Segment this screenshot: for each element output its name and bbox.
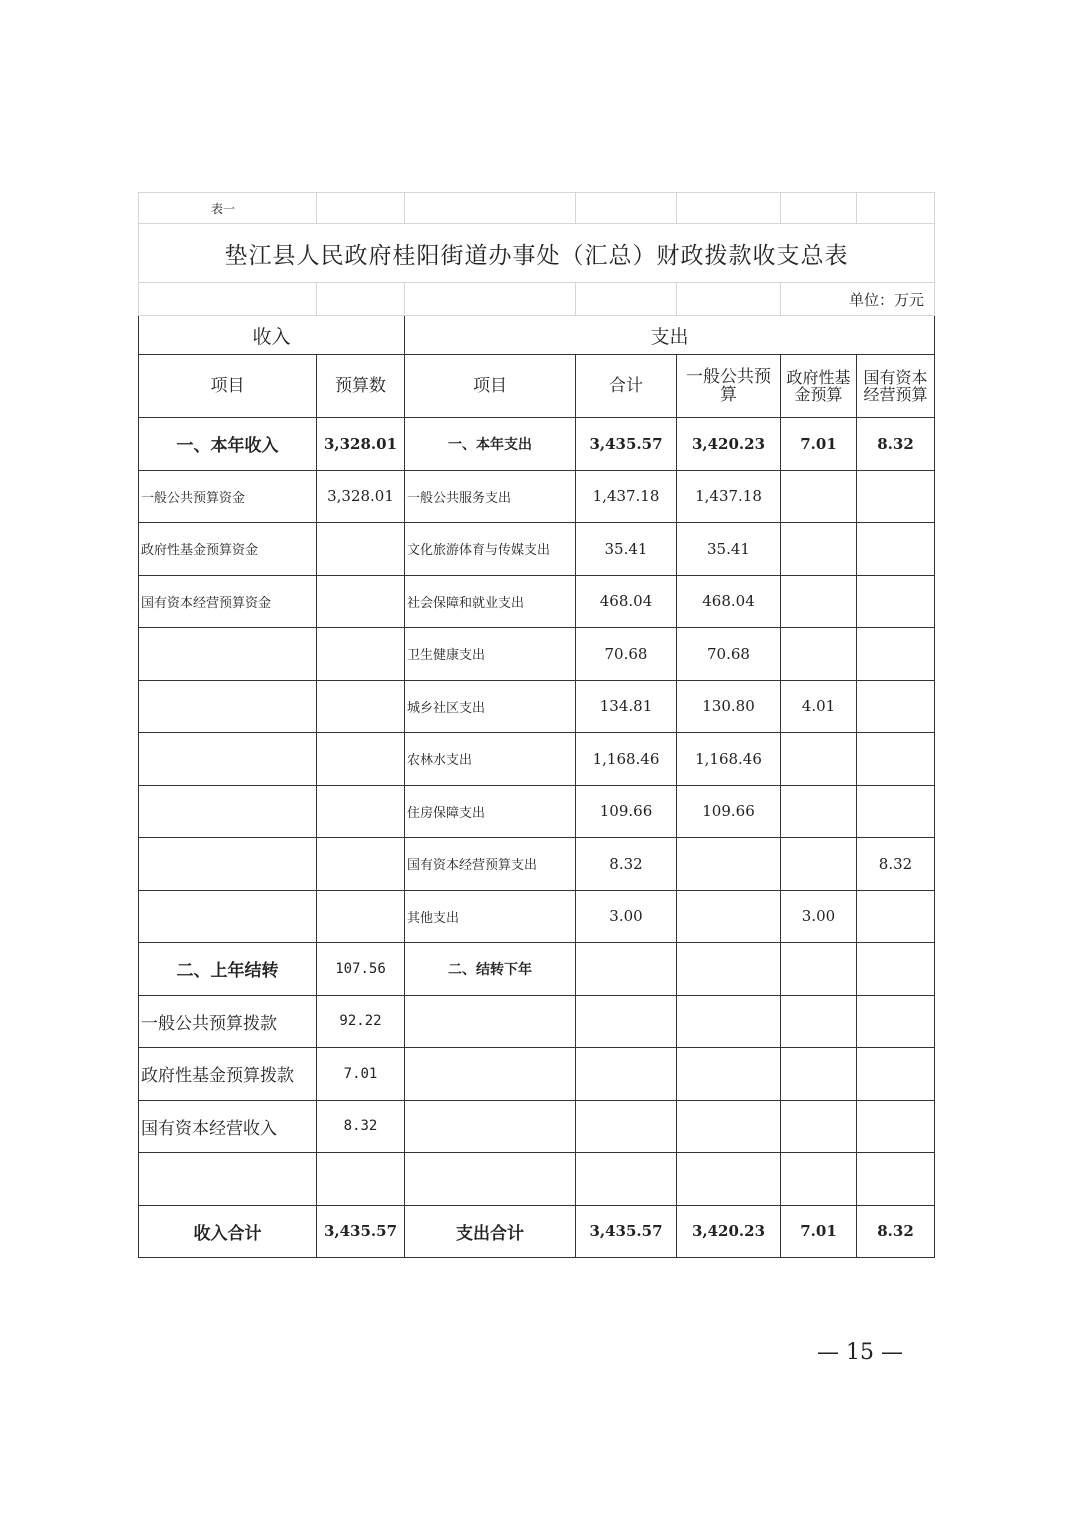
cell-general xyxy=(677,1153,781,1206)
cell-income-item: 一般公共预算资金 xyxy=(139,470,317,523)
income-total: 3,435.57 xyxy=(317,1205,405,1257)
cell-expense-item: 城乡社区支出 xyxy=(405,680,576,733)
cell-income-item: 一般公共预算拨款 xyxy=(139,995,317,1048)
cell-capital xyxy=(857,890,935,943)
col-expense-item: 项目 xyxy=(405,355,576,418)
col-general-budget: 一般公共预算 xyxy=(677,355,781,418)
totals-row xyxy=(139,1205,935,1257)
cell-capital xyxy=(857,1100,935,1153)
cell-expense-item: 二、结转下年 xyxy=(405,943,576,996)
capital-total: 8.32 xyxy=(857,1205,935,1257)
cell-total: 468.04 xyxy=(576,575,677,628)
cell-general: 3,420.23 xyxy=(677,418,781,471)
cell-income-budget: 107.56 xyxy=(317,943,405,996)
cell-fund xyxy=(781,733,857,786)
cell-capital xyxy=(857,943,935,996)
unit-label: 单位：万元 xyxy=(781,283,935,316)
cell-income-budget: 3,328.01 xyxy=(317,470,405,523)
cell-expense-item: 社会保障和就业支出 xyxy=(405,575,576,628)
cell-total: 1,437.18 xyxy=(576,470,677,523)
cell-fund xyxy=(781,1048,857,1101)
cell-capital: 8.32 xyxy=(857,418,935,471)
cell-total xyxy=(576,943,677,996)
table-title: 垫江县人民政府桂阳街道办事处（汇总）财政拨款收支总表 xyxy=(139,224,935,283)
cell-total: 134.81 xyxy=(576,680,677,733)
cell-general: 1,437.18 xyxy=(677,470,781,523)
cell-general xyxy=(677,838,781,891)
cell-income-item: 国有资本经营收入 xyxy=(139,1100,317,1153)
cell-income-item xyxy=(139,733,317,786)
table-tag: 表一 xyxy=(139,193,317,224)
cell-general: 130.80 xyxy=(677,680,781,733)
cell-income-budget xyxy=(317,523,405,576)
table-row xyxy=(139,1100,935,1153)
table-row xyxy=(139,523,935,576)
cell-capital xyxy=(857,523,935,576)
cell-fund: 4.01 xyxy=(781,680,857,733)
cell-expense-item: 国有资本经营预算支出 xyxy=(405,838,576,891)
table-row xyxy=(139,628,935,681)
cell-expense-item xyxy=(405,1153,576,1206)
cell-income-budget xyxy=(317,575,405,628)
cell-income-item xyxy=(139,680,317,733)
cell-general: 35.41 xyxy=(677,523,781,576)
table-row xyxy=(139,943,935,996)
cell-fund xyxy=(781,470,857,523)
cell-total: 70.68 xyxy=(576,628,677,681)
cell-income-item xyxy=(139,1153,317,1206)
table-title-row xyxy=(139,224,935,283)
col-income-budget: 预算数 xyxy=(317,355,405,418)
cell-general xyxy=(677,943,781,996)
cell-capital xyxy=(857,628,935,681)
fund-total: 7.01 xyxy=(781,1205,857,1257)
cell-income-budget xyxy=(317,838,405,891)
cell-fund: 7.01 xyxy=(781,418,857,471)
cell-income-budget xyxy=(317,733,405,786)
table-row xyxy=(139,890,935,943)
cell-total: 3.00 xyxy=(576,890,677,943)
cell-capital: 8.32 xyxy=(857,838,935,891)
cell-income-item xyxy=(139,628,317,681)
cell-expense-item: 一般公共服务支出 xyxy=(405,470,576,523)
cell-income-budget xyxy=(317,1153,405,1206)
expense-total: 3,435.57 xyxy=(576,1205,677,1257)
cell-general xyxy=(677,1048,781,1101)
cell-total: 1,168.46 xyxy=(576,733,677,786)
budget-summary-table xyxy=(138,192,935,1258)
cell-general xyxy=(677,1100,781,1153)
section-header-row xyxy=(139,316,935,355)
table-row xyxy=(139,575,935,628)
income-total-label: 收入合计 xyxy=(139,1205,317,1257)
cell-capital xyxy=(857,1153,935,1206)
table-row xyxy=(139,1153,935,1206)
cell-general: 70.68 xyxy=(677,628,781,681)
table-row xyxy=(139,785,935,838)
income-header: 收入 xyxy=(139,316,405,355)
table-row xyxy=(139,680,935,733)
cell-expense-item: 住房保障支出 xyxy=(405,785,576,838)
cell-capital xyxy=(857,680,935,733)
table-row xyxy=(139,470,935,523)
table-row xyxy=(139,995,935,1048)
cell-income-item xyxy=(139,838,317,891)
cell-income-item: 国有资本经营预算资金 xyxy=(139,575,317,628)
cell-income-budget xyxy=(317,628,405,681)
cell-income-budget xyxy=(317,680,405,733)
cell-expense-item: 卫生健康支出 xyxy=(405,628,576,681)
cell-income-item: 二、上年结转 xyxy=(139,943,317,996)
cell-total xyxy=(576,1100,677,1153)
cell-expense-item: 文化旅游体育与传媒支出 xyxy=(405,523,576,576)
cell-capital xyxy=(857,785,935,838)
col-state-capital: 国有资本经营预算 xyxy=(857,355,935,418)
cell-income-item: 一、本年收入 xyxy=(139,418,317,471)
cell-fund xyxy=(781,995,857,1048)
cell-income-budget: 92.22 xyxy=(317,995,405,1048)
table-row xyxy=(139,733,935,786)
cell-income-budget xyxy=(317,785,405,838)
cell-total xyxy=(576,1048,677,1101)
cell-fund xyxy=(781,943,857,996)
cell-total xyxy=(576,995,677,1048)
cell-fund xyxy=(781,575,857,628)
column-header-row xyxy=(139,355,935,418)
table-row xyxy=(139,838,935,891)
cell-capital xyxy=(857,470,935,523)
cell-expense-item xyxy=(405,995,576,1048)
general-total: 3,420.23 xyxy=(677,1205,781,1257)
cell-total: 35.41 xyxy=(576,523,677,576)
expense-header: 支出 xyxy=(405,316,935,355)
cell-general: 1,168.46 xyxy=(677,733,781,786)
cell-fund xyxy=(781,1153,857,1206)
cell-fund: 3.00 xyxy=(781,890,857,943)
cell-income-budget xyxy=(317,890,405,943)
table-row xyxy=(139,1048,935,1101)
cell-general: 109.66 xyxy=(677,785,781,838)
cell-capital xyxy=(857,575,935,628)
cell-expense-item: 农林水支出 xyxy=(405,733,576,786)
table-row xyxy=(139,418,935,471)
cell-general xyxy=(677,890,781,943)
cell-expense-item: 一、本年支出 xyxy=(405,418,576,471)
cell-fund xyxy=(781,628,857,681)
cell-income-item: 政府性基金预算拨款 xyxy=(139,1048,317,1101)
cell-expense-item xyxy=(405,1048,576,1101)
table-tag-row xyxy=(139,193,935,224)
cell-fund xyxy=(781,838,857,891)
cell-general: 468.04 xyxy=(677,575,781,628)
page-number: — 15 — xyxy=(817,1340,903,1365)
cell-fund xyxy=(781,785,857,838)
unit-row xyxy=(139,283,935,316)
cell-capital xyxy=(857,995,935,1048)
cell-capital xyxy=(857,1048,935,1101)
cell-total xyxy=(576,1153,677,1206)
cell-income-item xyxy=(139,890,317,943)
col-income-item: 项目 xyxy=(139,355,317,418)
cell-income-item: 政府性基金预算资金 xyxy=(139,523,317,576)
cell-fund xyxy=(781,1100,857,1153)
col-total: 合计 xyxy=(576,355,677,418)
cell-total: 3,435.57 xyxy=(576,418,677,471)
cell-income-budget: 3,328.01 xyxy=(317,418,405,471)
col-gov-fund: 政府性基金预算 xyxy=(781,355,857,418)
cell-fund xyxy=(781,523,857,576)
cell-income-budget: 8.32 xyxy=(317,1100,405,1153)
cell-expense-item: 其他支出 xyxy=(405,890,576,943)
cell-income-item xyxy=(139,785,317,838)
cell-general xyxy=(677,995,781,1048)
cell-capital xyxy=(857,733,935,786)
cell-total: 109.66 xyxy=(576,785,677,838)
cell-total: 8.32 xyxy=(576,838,677,891)
expense-total-label: 支出合计 xyxy=(405,1205,576,1257)
cell-expense-item xyxy=(405,1100,576,1153)
cell-income-budget: 7.01 xyxy=(317,1048,405,1101)
